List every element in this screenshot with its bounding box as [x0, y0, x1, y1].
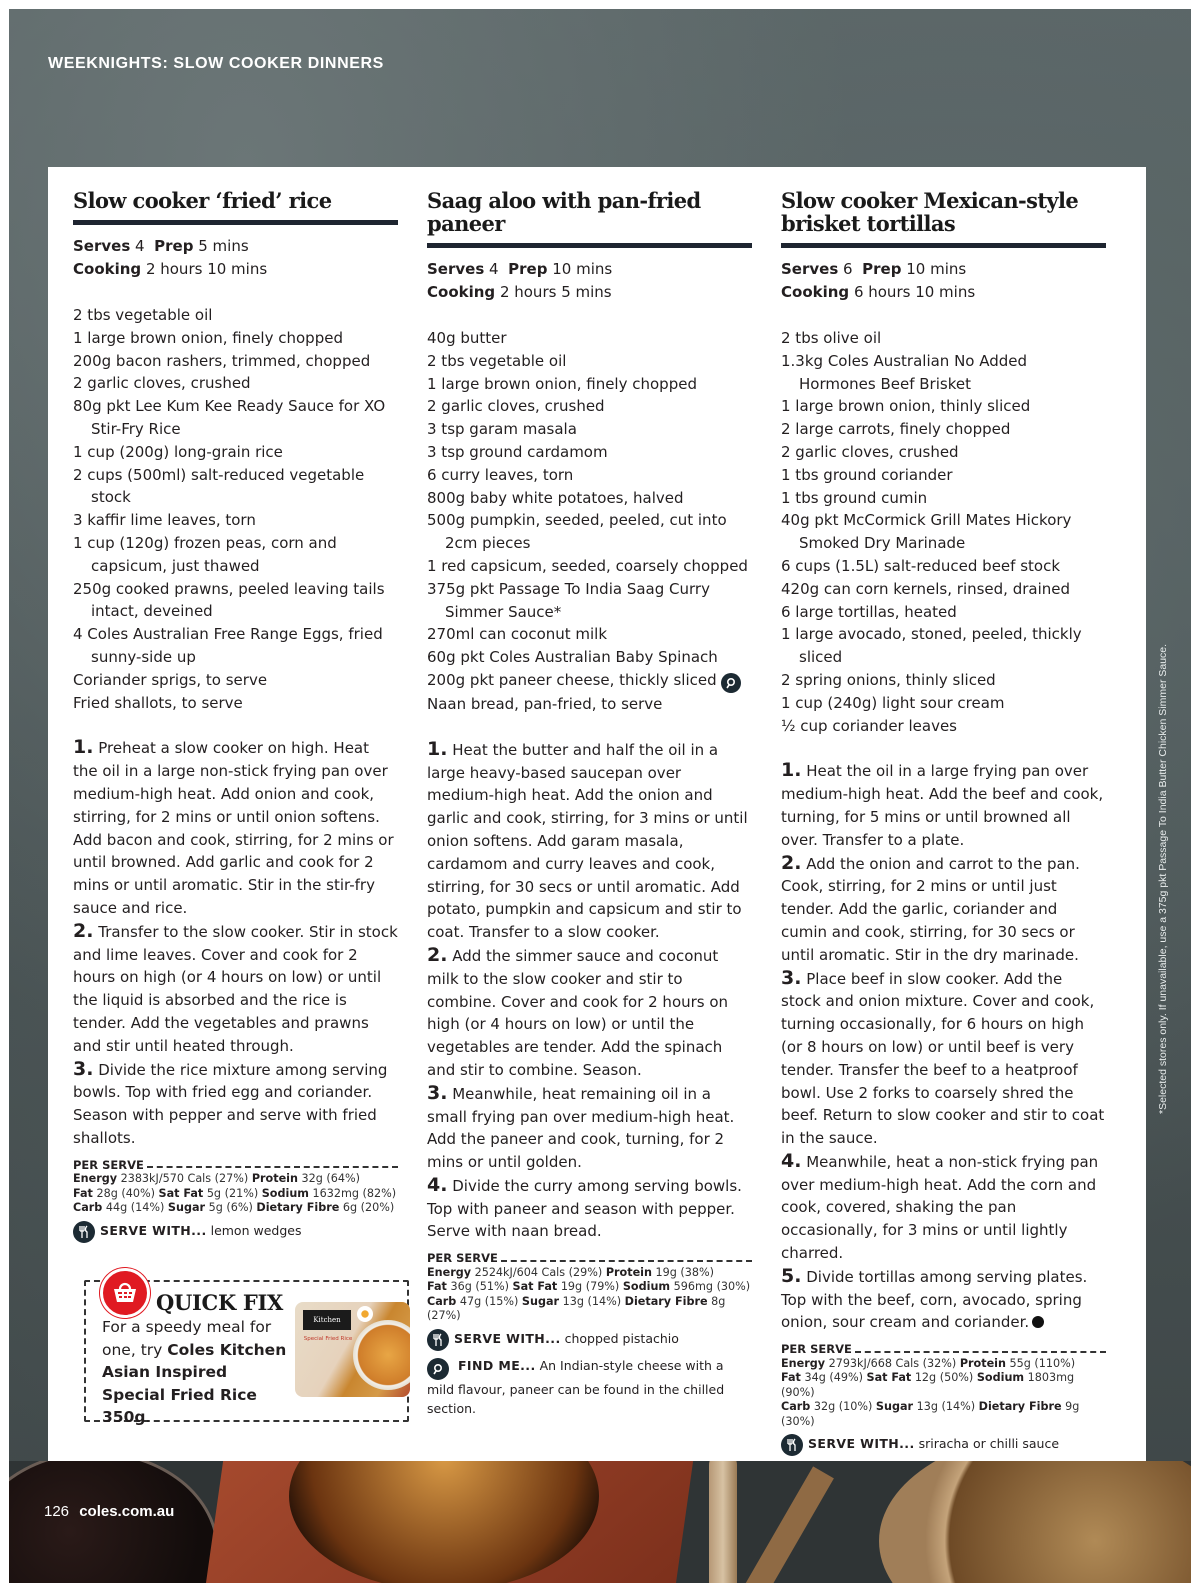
ingredient-list — [427, 327, 752, 716]
ingredient: 40g butter — [427, 329, 507, 347]
fork-knife-icon — [781, 1434, 803, 1456]
method-step: 2. Add the simmer sauce and coconut milk to the slow cooker and stir to combine. Cover and cook for 2 hours on high (or 4 hours on low) or until the vegetables are tender. Add the spinach and stir to combine. Season. — [427, 943, 729, 1079]
ingredient: 2 garlic cloves, crushed — [427, 397, 605, 416]
recipe-meta: Serves 4 Prep 10 mins Cooking 2 hours 5 mins — [427, 260, 613, 301]
find-me: FIND ME... An Indian-style cheese with a mild flavour, paneer can be found in the chilled section. — [427, 1357, 725, 1416]
ingredient: 6 curry leaves, torn — [427, 465, 574, 484]
fork-knife-icon — [427, 1329, 449, 1351]
magnifier-icon — [427, 1358, 449, 1380]
nutrition-panel: PER SERVE Energy 2383kJ/570 Cals (27%) Protein 32g (64%) Fat 28g (40%) Sat Fat 5g (21%) Sodium 1632mg (82%) Carb 44g (14%) Sugar 5g (6%) Dietary Fibre 6g (20%) — [73, 1157, 397, 1215]
page-footer — [44, 1503, 174, 1520]
ingredient: 200g bacon rashers, trimmed, chopped — [73, 351, 371, 370]
method-step: 5. Divide tortillas among serving plates. Top with the beef, corn, avocado, spring onion, sour cream and coriander. — [781, 1264, 1088, 1332]
food-photo — [9, 1461, 1191, 1583]
ingredient: 3 tsp ground cardamom — [427, 442, 608, 461]
recipe-meta: Serves 4 Prep 5 mins Cooking 2 hours 10 mins — [73, 237, 268, 278]
method-step: 1. Heat the butter and half the oil in a large heavy-based saucepan over medium-high heat. Add the onion and garlic and cook, stirring, for 3 mins or until onion softens. Add garam masala, cardamom and curry leaves and cook, stirring, for 30 secs or until aromatic. Add potato, pumpkin and capsicum and stir to coat. Transfer to a slow cooker. — [427, 737, 748, 942]
ingredient: 6 large tortillas, heated — [781, 602, 957, 621]
recipe-title: Slow cooker ‘fried’ rice — [73, 189, 398, 225]
method-steps — [427, 738, 752, 1244]
ingredient: 4 Coles Australian Free Range Eggs, fried sunny-side up — [73, 625, 383, 666]
method-step: 3. Divide the rice mixture among serving bowls. Top with fried egg and coriander. Season with pepper and serve with fried shallots. — [73, 1057, 388, 1147]
recipes-card — [48, 167, 1146, 1461]
recipe-title: Slow cooker Mexican-style brisket tortillas — [781, 189, 1106, 248]
method-step: 4. Divide the curry among serving bowls. Top with paneer and season with pepper. Serve with naan bread. — [427, 1173, 742, 1241]
method-step: 4. Meanwhile, heat a non-stick frying pan over medium-high heat. Add the corn and cook, covered, shaking the pan occasionally, for 3 mins or until lightly charred. — [781, 1149, 1099, 1263]
method-step: 2. Add the onion and carrot to the pan. Cook, stirring, for 2 mins or until just tender. Add the garlic, coriander and cumin and cook, stirring, for 30 secs or until aromatic. Stir in the dry marinade. — [781, 851, 1080, 964]
ingredient: 1 large avocado, stoned, peeled, thickly sliced — [781, 625, 1082, 667]
recipe-title: Saag aloo with pan-fried paneer — [427, 189, 752, 248]
ingredient: 1 tbs ground cumin — [781, 488, 928, 507]
end-dot-icon — [1032, 1316, 1044, 1328]
basket-icon — [100, 1268, 150, 1318]
product-image: Kitchen Special Fried Rice — [295, 1302, 410, 1397]
site-link[interactable]: coles.com.au — [79, 1503, 175, 1520]
ingredient: 200g pkt paneer cheese, thickly sliced — [427, 669, 752, 693]
serve-with: SERVE WITH... chopped pistachio — [427, 1329, 752, 1351]
ingredient: 2 garlic cloves, crushed — [781, 442, 959, 461]
nutrition-panel: PER SERVE Energy 2524kJ/604 Cals (29%) Protein 19g (38%) Fat 36g (51%) Sat Fat 19g (79%) Sodium 596mg (30%) Carb 47g (15%) Sugar 13g (14%) Dietary Fibre 8g (27%) — [427, 1251, 751, 1323]
recipe-meta: Serves 6 Prep 10 mins Cooking 6 hours 10 mins — [781, 260, 976, 301]
ingredient: 1 cup (120g) frozen peas, corn and capsicum, just thawed — [73, 533, 337, 575]
ingredient: 6 cups (1.5L) salt-reduced beef stock — [781, 556, 1061, 575]
ingredient: 1 cup (240g) light sour cream — [781, 693, 1005, 712]
recipe-saag-aloo — [427, 189, 752, 1418]
nutrition-panel: PER SERVE Energy 2793kJ/668 Cals (32%) Protein 55g (110%) Fat 34g (49%) Sat Fat 12g (50%) Sodium 1803mg (90%) Carb 32g (10%) Sugar 13g (14%) Dietary Fibre 9g (30%) — [781, 1342, 1106, 1429]
ingredient: 3 kaffir lime leaves, torn — [73, 511, 256, 530]
serve-with: SERVE WITH... lemon wedges — [73, 1221, 398, 1243]
ingredient: 1 large brown onion, finely chopped — [427, 374, 697, 393]
ingredient: Fried shallots, to serve — [73, 693, 243, 712]
ingredient: 2 cups (500ml) salt-reduced vegetable stock — [73, 465, 365, 507]
ingredient: 1 large brown onion, thinly sliced — [781, 397, 1031, 416]
method-step: 3. Meanwhile, heat remaining oil in a small frying pan over medium-high heat. Add the paneer and cook, turning, for 2 mins or until golden. — [427, 1081, 735, 1172]
quick-fix-text: For a speedy meal for one, try Coles Kitchen Asian Inspired Special Fried Rice 350g. — [102, 1318, 287, 1426]
ingredient: 80g pkt Lee Kum Kee Ready Sauce for XO Stir-Fry Rice — [73, 397, 386, 438]
ingredient: 2 tbs vegetable oil — [427, 351, 567, 370]
ingredient: 800g baby white potatoes, halved — [427, 488, 684, 507]
ingredient: 1.3kg Coles Australian No Added Hormones Beef Brisket — [781, 351, 1028, 393]
ingredient: 40g pkt McCormick Grill Mates Hickory Smoked Dry Marinade — [781, 511, 1072, 553]
ingredient: Naan bread, pan-fried, to serve — [427, 694, 663, 713]
section-title: WEEKNIGHTS: SLOW COOKER DINNERS — [48, 55, 384, 72]
ingredient: 2 tbs vegetable oil — [73, 306, 213, 324]
ingredient-list — [781, 327, 1106, 737]
method-steps — [73, 736, 398, 1149]
ingredient: 1 tbs ground coriander — [781, 465, 953, 484]
method-step: 3. Place beef in slow cooker. Add the stock and onion mixture. Cover and cook, turning occasionally, for 6 hours on high (or 8 hours on low) or until beef is very tender. Transfer the beef to a heatproof bowl. Use 2 forks to coarsely shred the beef. Return to slow cooker and stir to coat in the sauce. — [781, 966, 1105, 1148]
ingredient-list — [73, 304, 398, 714]
ingredient: 375g pkt Passage To India Saag Curry Simmer Sauce* — [427, 579, 710, 621]
quick-fix-box — [84, 1280, 409, 1426]
ingredient: 270ml can coconut milk — [427, 625, 608, 644]
ingredient: 500g pumpkin, seeded, peeled, cut into 2cm pieces — [427, 511, 727, 553]
ingredient: 250g cooked prawns, peeled leaving tails intact, deveined — [73, 579, 385, 621]
method-step: 1. Preheat a slow cooker on high. Heat the oil in a large non-stick frying pan over medium-high heat. Add onion and cook, stirring, for 2 mins or until onion softens. Add bacon and cook, stirring, for 2 mins or until browned. Add garlic and cook for 2 mins or until aromatic. Stir in the stir-fry sauce and rice. — [73, 736, 394, 917]
ingredient: 3 tsp garam masala — [427, 420, 577, 439]
quick-fix-title: QUICK FIX — [156, 1290, 284, 1315]
page-number: 126 — [44, 1503, 70, 1520]
magnifier-icon — [721, 673, 741, 693]
recipe-brisket-tortillas — [781, 189, 1106, 1456]
magazine-page — [9, 9, 1191, 1583]
ingredient: 2 garlic cloves, crushed — [73, 374, 251, 393]
ingredient: 420g can corn kernels, rinsed, drained — [781, 579, 1071, 598]
side-footnote: *Selected stores only. If unavailable, use a 375g pkt Passage To India Butter Chicken Simmer Sauce. — [1157, 643, 1169, 1114]
ingredient: 1 large brown onion, finely chopped — [73, 328, 343, 347]
method-step: 1. Heat the oil in a large frying pan over medium-high heat. Add the beef and cook, turning, for 5 mins or until browned all over. Transfer to a plate. — [781, 759, 1104, 849]
ingredient: 2 tbs olive oil — [781, 329, 882, 347]
ingredient: Coriander sprigs, to serve — [73, 670, 268, 689]
recipe-fried-rice — [73, 189, 398, 1243]
method-steps — [781, 759, 1106, 1334]
ingredient: 1 red capsicum, seeded, coarsely chopped — [427, 556, 748, 575]
ingredient: 2 large carrots, finely chopped — [781, 420, 1011, 439]
ingredient: 60g pkt Coles Australian Baby Spinach — [427, 648, 718, 667]
fork-knife-icon — [73, 1221, 95, 1243]
serve-with: SERVE WITH... sriracha or chilli sauce — [781, 1434, 1106, 1456]
ingredient: ½ cup coriander leaves — [781, 716, 958, 735]
method-step: 2. Transfer to the slow cooker. Stir in stock and lime leaves. Cover and cook for 2 hours on high (or 4 hours on low) or until the liquid is absorbed and the rice is tender. Add the vegetables and prawns and stir until heated through. — [73, 919, 398, 1055]
ingredient: 1 cup (200g) long-grain rice — [73, 442, 283, 461]
ingredient: 2 spring onions, thinly sliced — [781, 670, 996, 689]
